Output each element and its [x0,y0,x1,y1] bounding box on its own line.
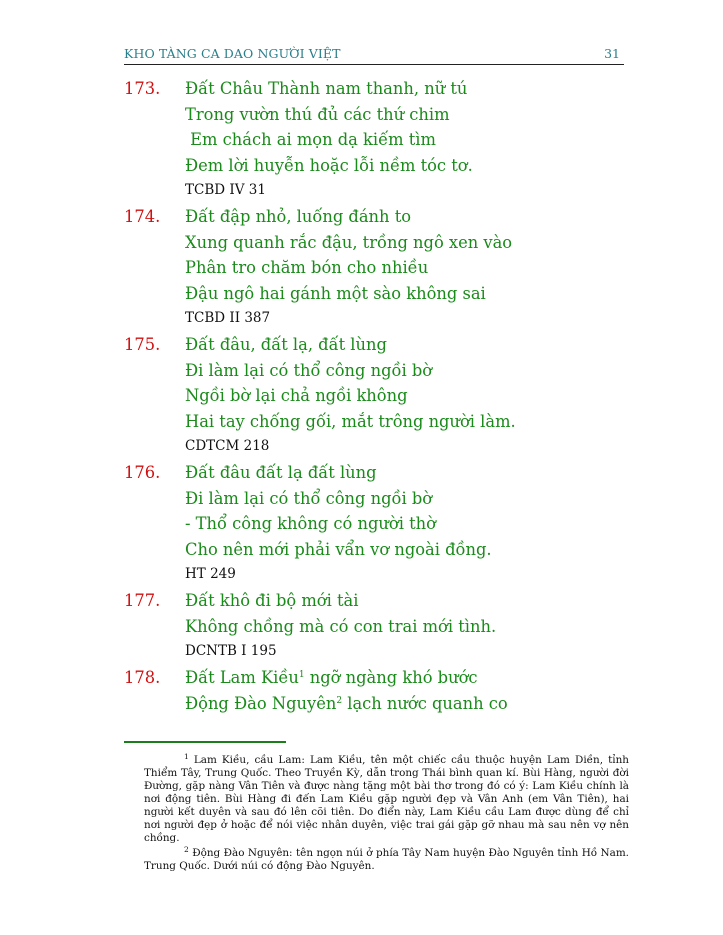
source-ref: HT 249 [185,566,236,582]
verse-line: Đất đâu đất lạ đất lùng [185,463,377,482]
verse-text: Đất Lam Kiều [185,668,299,687]
verse-line: - Thổ công không có người thờ [185,514,436,533]
verse-line: Không chồng mà có con trai mới tình. [185,616,497,636]
verse-entry-177 [124,588,644,665]
verse-line: Ngồi bờ lại chả ngồi không [185,386,408,405]
verse-line: Đậu ngô hai gánh một sào không sai [185,283,486,303]
entry-number: 177. [124,591,161,610]
footnotes [144,754,629,875]
verse-text: lạch nước quanh co [342,693,508,713]
footnote-divider [124,741,286,743]
verse-line: Đất Châu Thành nam thanh, nữ tú [185,79,468,98]
footnote-2 [144,847,629,873]
verse-line [185,691,508,717]
page-header [124,44,624,65]
verse-entry-175 [124,332,644,460]
footnote-mark: 2 [184,845,189,854]
verse-line: Đi làm lại có thổ công ngồi bờ [185,360,433,380]
verse-line: Em chách ai mọn dạ kiếm tìm [185,130,436,149]
entry-number: 176. [124,463,161,482]
verse-line: Hai tay chống gối, mắt trông người làm. [185,411,516,431]
entry-number: 178. [124,668,161,687]
source-ref: CDTCM 218 [185,438,270,454]
verse-entry-176 [124,460,644,588]
footnote-text: Lam Kiều, cầu Lam: Lam Kiều, tên một chiếc cầu thuộc huyện Lam Diền, tỉnh Thiểm Tây, Trung Quốc. Theo Truyền Kỳ, dẫn trong Thái bình quan kí. Bùi Hàng, người đời Đường, gặp nàng Vân Tiên và được nàng tặng một bài thơ trong đó có ý: Lam Kiều chính là nơi động tiên. Bùi Hàng đi đến Lam Kiều gặp người đẹp và Vân Anh (em Vân Tiên), hai người kết duyên và sau đó lên cõi tiên. Do điển này, Lam Kiều cầu Lam được dùng để chỉ nơi người đẹp ở hoặc để nói việc nhân duyên, việc trai gái gặp gỡ nhau mà sau nên vợ nên chồng. [144,754,629,844]
verse-text: ngỡ ngàng khó bước [304,668,478,687]
verse-line: Phân tro chăm bón cho nhiều [185,258,429,277]
source-ref: TCBD IV 31 [185,182,266,198]
verse-entry-178 [124,665,644,716]
verse-line [185,665,478,691]
running-title: KHO TÀNG CA DAO NGƯỜI VIỆT [124,46,341,61]
verse-list [124,76,644,716]
footnote-ref-1[interactable]: 1 [298,670,305,680]
verse-line: Đất đâu, đất lạ, đất lùng [185,335,387,354]
verse-line: Trong vườn thú đủ các thứ chim [185,104,450,124]
entry-number: 173. [124,79,161,98]
source-ref: DCNTB I 195 [185,643,277,659]
verse-text: Động Đào Nguyên [185,693,337,713]
footnote-text: Động Đào Nguyên: tên ngọn núi ở phía Tây Nam huyện Đào Nguyên tỉnh Hồ Nam. Trung Quốc. Dưới núi có động Đào Nguyên. [144,847,629,872]
verse-line: Đi làm lại có thổ công ngồi bờ [185,488,433,508]
footnote-ref-2[interactable]: 2 [336,695,343,706]
verse-line: Đất khô đi bộ mới tài [185,591,359,610]
source-ref: TCBD II 387 [185,310,271,326]
page-number: 31 [604,46,620,61]
entry-number: 175. [124,335,161,354]
verse-line: Cho nên mới phải vẩn vơ ngoài đồng. [185,539,492,559]
footnote-1 [144,754,629,845]
entry-number: 174. [124,207,161,226]
footnote-mark: 1 [184,752,189,761]
verse-entry-173 [124,76,644,204]
verse-line: Đem lời huyễn hoặc lỗi nềm tóc tơ. [185,155,473,175]
verse-line: Xung quanh rắc đậu, trồng ngô xen vào [185,232,513,252]
verse-line: Đất đập nhỏ, luống đánh to [185,207,412,226]
verse-entry-174 [124,204,644,332]
